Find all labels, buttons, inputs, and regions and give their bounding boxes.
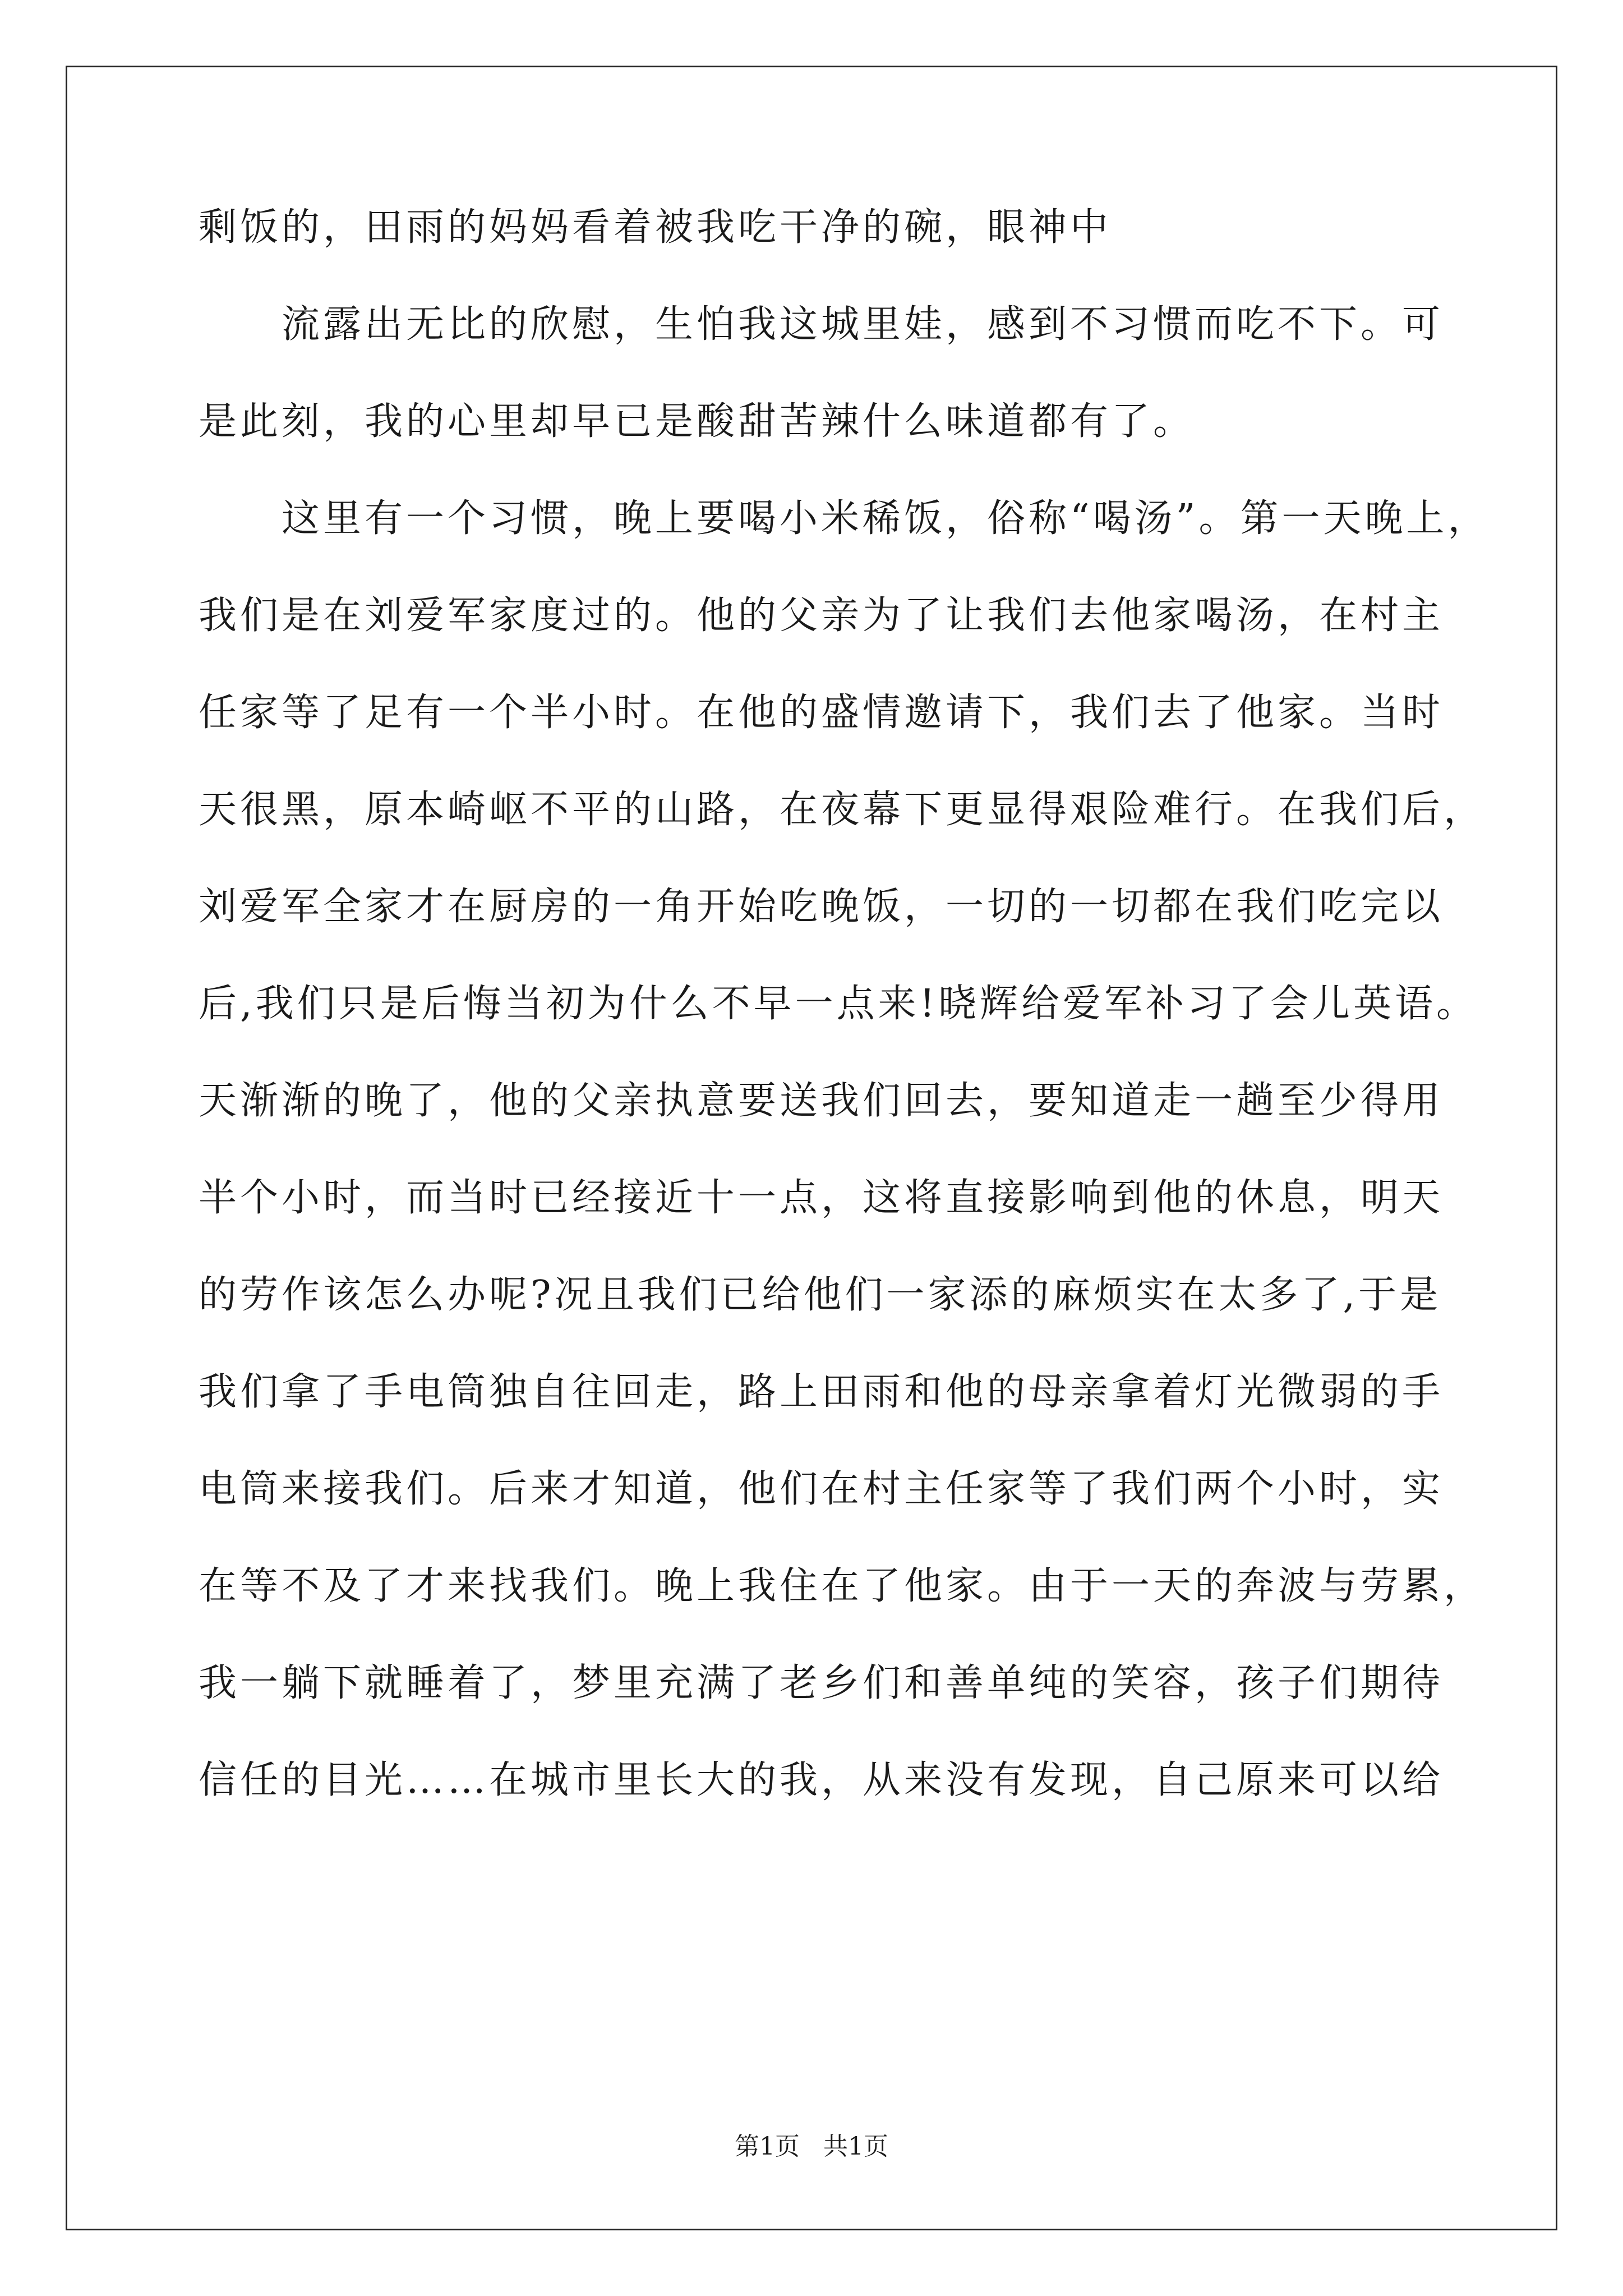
text-line: 在等不及了才来找我们。晚上我住在了他家。由于一天的奔波与劳累， (199, 1564, 1486, 1608)
page-number-footer: 第1页 共1页 (735, 2132, 888, 2161)
text-line: 我们拿了手电筒独自往回走，路上田雨和他的母亲拿着灯光微弱的手 (199, 1370, 1444, 1414)
text-line: 我们是在刘爱军家度过的。他的父亲为了让我们去他家喝汤，在村主 (199, 593, 1444, 638)
text-line: 是此刻，我的心里却早已是酸甜苦辣什么味道都有了。 (199, 399, 1195, 444)
text-line: 流露出无比的欣慰，生怕我这城里娃，感到不习惯而吃不下。可 (282, 302, 1444, 347)
page-border (66, 66, 1557, 2230)
text-line: 天渐渐的晚了，他的父亲执意要送我们回去，要知道走一趟至少得用 (199, 1079, 1444, 1123)
text-line: 剩饭的，田雨的妈妈看着被我吃干净的碗，眼神中 (199, 205, 1112, 250)
text-line: 这里有一个习惯，晚上要喝小米稀饭，俗称“喝汤”。第一天晚上， (282, 496, 1490, 541)
text-line: 我一躺下就睡着了，梦里充满了老乡们和善单纯的笑容，孩子们期待 (199, 1661, 1444, 1705)
text-line: 天很黑，原本崎岖不平的山路，在夜幕下更显得艰险难行。在我们后， (199, 788, 1486, 832)
text-line: 任家等了足有一个半小时。在他的盛情邀请下，我们去了他家。当时 (199, 691, 1444, 735)
text-line: 后,我们只是后悔当初为什么不早一点来!晓辉给爱军补习了会儿英语。 (199, 982, 1478, 1026)
text-line: 的劳作该怎么办呢?况且我们已给他们一家添的麻烦实在太多了,于是 (199, 1273, 1442, 1317)
text-line: 刘爱军全家才在厨房的一角开始吃晚饭，一切的一切都在我们吃完以 (199, 885, 1444, 929)
text-line: 信任的目光……在城市里长大的我，从来没有发现，自己原来可以给 (199, 1758, 1444, 1802)
text-line: 半个小时，而当时已经接近十一点，这将直接影响到他的休息，明天 (199, 1176, 1444, 1220)
text-line: 电筒来接我们。后来才知道，他们在村主任家等了我们两个小时，实 (199, 1467, 1444, 1511)
